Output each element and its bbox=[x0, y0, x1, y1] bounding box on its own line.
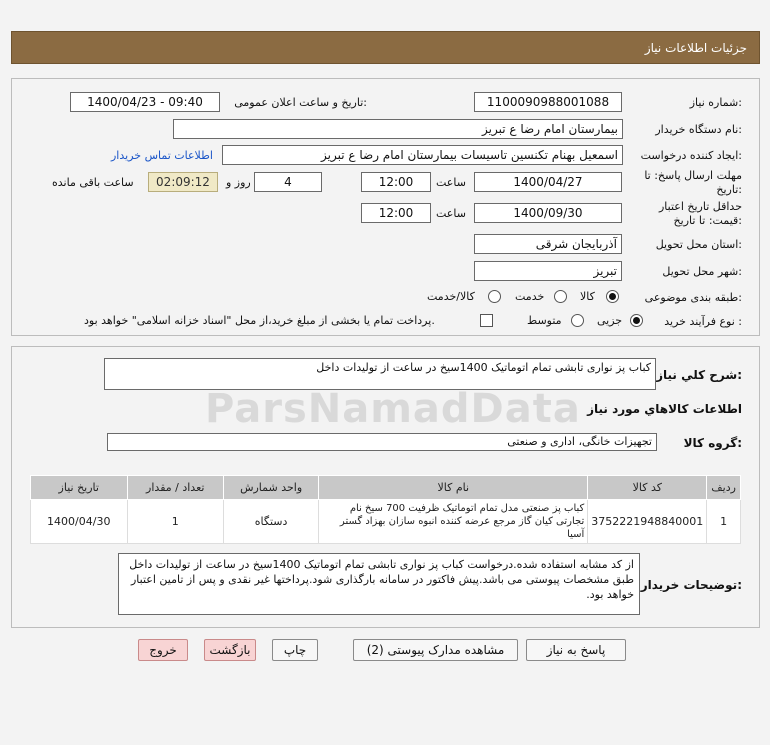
summary-text: کباب پز نواری تابشی تمام اتوماتیک 1400سیخ در ساعت از تولیدات داخل bbox=[316, 361, 651, 374]
page-header bbox=[11, 31, 760, 64]
buyer-org-field[interactable]: بیمارستان امام رضا ع تبریز bbox=[173, 119, 623, 139]
deadline-label bbox=[632, 169, 742, 197]
col-name: نام کالا bbox=[319, 476, 588, 500]
validity-time-field[interactable]: 12:00 bbox=[361, 203, 431, 223]
announce-label: تاریخ و ساعت اعلان عمومی: bbox=[234, 96, 367, 109]
items-table bbox=[30, 475, 741, 544]
process-radio-minor[interactable] bbox=[630, 314, 643, 327]
page-title: جزئیات اطلاعات نیاز bbox=[644, 41, 747, 55]
buyer-notes-field bbox=[118, 553, 640, 615]
reply-button[interactable]: پاسخ به نیاز bbox=[526, 639, 626, 661]
cell-code: 3752221948840001 bbox=[588, 500, 707, 544]
deadline-time-label: ساعت bbox=[436, 176, 466, 189]
exit-button[interactable]: خروج bbox=[138, 639, 188, 661]
cell-index: 1 bbox=[707, 500, 741, 544]
buyer-org-label: نام دستگاه خریدار: bbox=[655, 123, 742, 136]
remaining-timer: 02:09:12 bbox=[148, 172, 218, 192]
buyer-contact-link[interactable]: اطلاعات تماس خریدار bbox=[111, 149, 213, 162]
process-label: نوع فرآیند خرید : bbox=[664, 315, 742, 328]
validity-time-label: ساعت bbox=[436, 207, 466, 220]
col-qty: تعداد / مقدار bbox=[127, 476, 223, 500]
days-field[interactable]: 4 bbox=[254, 172, 322, 192]
city-label: شهر محل تحویل: bbox=[662, 265, 742, 278]
cell-unit: دستگاه bbox=[224, 500, 319, 544]
creator-label: ایجاد کننده درخواست: bbox=[640, 149, 742, 162]
process-radio-medium[interactable] bbox=[571, 314, 584, 327]
category-radio-service[interactable] bbox=[554, 290, 567, 303]
watermark: ParsNamadData bbox=[205, 386, 581, 432]
deadline-time-field[interactable]: 12:00 bbox=[361, 172, 431, 192]
table-row[interactable] bbox=[31, 500, 741, 544]
summary-label: شرح کلي نياز: bbox=[656, 368, 742, 382]
buyer-notes-text: از کد مشابه استفاده شده.درخواست کباب پز نواری تابشی تمام اتوماتیک 1400سیخ در ساعت از تولیدات داخل طبق مشخصات پیوستی می باشد.پیش فاکتور در سامانه بارگذاری شود.پرداختها غیر نقدی و پس از تامین اعتبار خواهد بود. bbox=[129, 558, 634, 601]
process-option-medium: متوسط bbox=[527, 314, 562, 327]
col-code: کد کالا bbox=[588, 476, 707, 500]
category-option-service: خدمت bbox=[515, 290, 545, 303]
cell-qty: 1 bbox=[127, 500, 223, 544]
province-field[interactable]: آذربایجان شرقی bbox=[474, 234, 622, 254]
group-field bbox=[107, 433, 657, 451]
deadline-date-field[interactable]: 1400/04/27 bbox=[474, 172, 622, 192]
process-option-minor: جزیی bbox=[597, 314, 623, 327]
buyer-notes-label: توضیحات خریدار: bbox=[640, 578, 742, 592]
category-radio-goods-service[interactable] bbox=[488, 290, 501, 303]
back-button[interactable]: بازگشت bbox=[204, 639, 256, 661]
payment-checkbox[interactable] bbox=[480, 314, 493, 327]
need-number-label: شماره نیاز: bbox=[689, 96, 742, 109]
attachments-button[interactable]: مشاهده مدارک پیوستی (2) bbox=[353, 639, 518, 661]
creator-field[interactable]: اسمعیل بهنام تکنسین تاسیسات بیمارستان امام رضا ع تبریز bbox=[222, 145, 623, 165]
col-index: ردیف bbox=[707, 476, 741, 500]
group-text: تجهیزات خانگی، اداری و صنعتی bbox=[507, 435, 652, 448]
table-header-row bbox=[31, 476, 741, 500]
city-field[interactable]: تبریز bbox=[474, 261, 622, 281]
need-number-field[interactable]: 1100090988001088 bbox=[474, 92, 622, 112]
category-label: طبقه بندی موضوعی: bbox=[644, 291, 742, 304]
category-radio-goods[interactable] bbox=[606, 290, 619, 303]
items-title: اطلاعات کالاهاي مورد نياز bbox=[587, 402, 742, 416]
validity-label bbox=[632, 200, 742, 228]
days-label: روز و bbox=[226, 176, 251, 189]
print-button[interactable]: چاپ bbox=[272, 639, 318, 661]
cell-name: کباب پز صنعتی مدل تمام اتوماتیک ظرفیت 700 سیخ نام تجارتی کیان گاز مرجع عرضه کننده انبوه سازان بهزاد گستر آسیا bbox=[319, 500, 588, 544]
province-label: استان محل تحویل: bbox=[655, 238, 742, 251]
col-date: تاریخ نیاز bbox=[31, 476, 128, 500]
announce-field[interactable]: 1400/04/23 - 09:40 bbox=[70, 92, 220, 112]
group-label: گروه کالا: bbox=[683, 436, 742, 450]
validity-label-text: حداقل تاریخ اعتبار قیمت: تا تاریخ: bbox=[658, 200, 742, 227]
category-option-goods-service: کالا/خدمت bbox=[427, 290, 475, 303]
col-unit: واحد شمارش bbox=[224, 476, 319, 500]
payment-note: پرداخت تمام یا بخشی از مبلغ خرید،از محل "اسناد خزانه اسلامی" خواهد بود. bbox=[84, 314, 435, 327]
cell-date: 1400/04/30 bbox=[31, 500, 128, 544]
deadline-label-text: مهلت ارسال پاسخ: تا تاریخ: bbox=[644, 169, 742, 196]
remaining-label: ساعت باقی مانده bbox=[52, 176, 134, 189]
validity-date-field[interactable]: 1400/09/30 bbox=[474, 203, 622, 223]
category-option-goods: کالا bbox=[580, 290, 595, 303]
